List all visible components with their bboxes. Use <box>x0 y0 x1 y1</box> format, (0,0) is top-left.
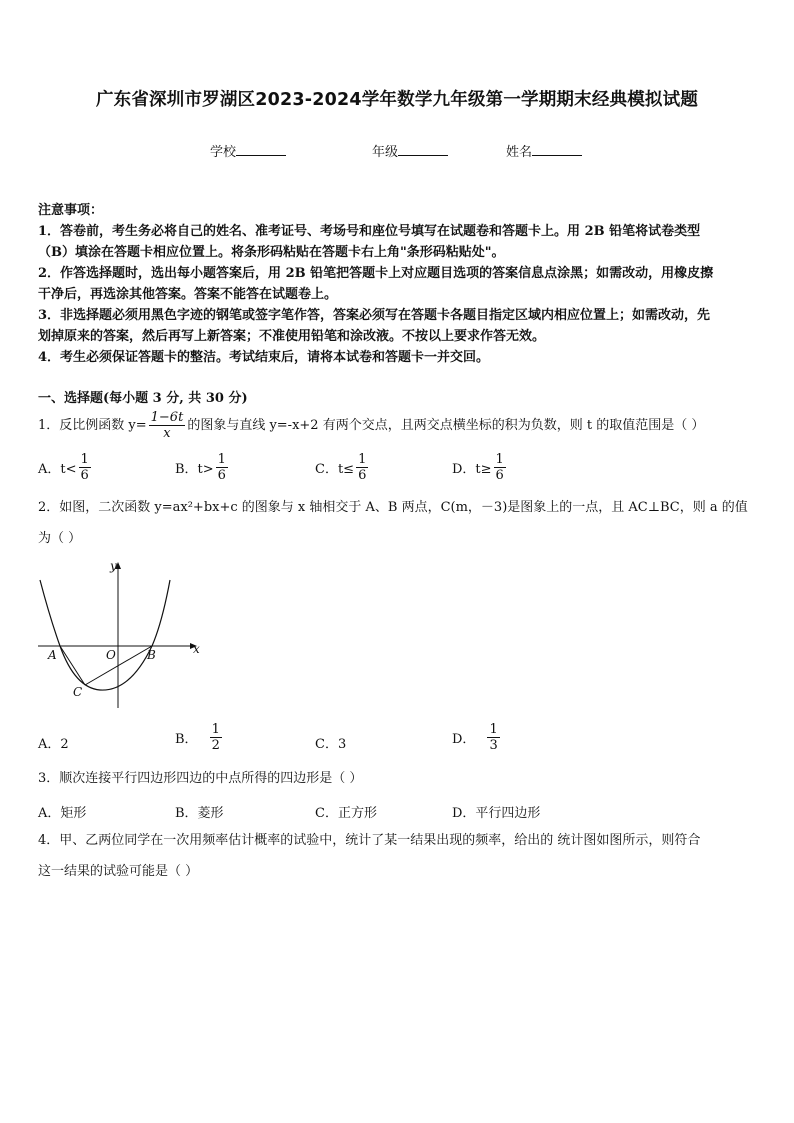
option-label: A．矩形 <box>38 806 87 821</box>
q1-prefix: 1．反比例函数 y= <box>38 417 147 433</box>
question-3: 3．顺次连接平行四边形四边的中点所得的四边形是（ ） <box>38 771 363 786</box>
q3-option-d[interactable] <box>452 802 540 821</box>
name-blank[interactable] <box>532 143 582 156</box>
student-info-row <box>0 141 794 161</box>
option-fraction <box>356 452 368 483</box>
note-line: 2．作答选择题时，选出每小题答案后，用 2B 铅笔把答题卡上对应题目选项的答案信息点涂黑；如需改动，用橡皮擦 <box>38 266 714 281</box>
question-4-line2: 这一结果的试验可能是（ ） <box>38 864 199 879</box>
origin-label: O <box>106 648 116 662</box>
option-label: C．正方形 <box>315 806 377 821</box>
frac-num: 1 <box>489 722 498 737</box>
q1-frac-num: 1−6t <box>150 410 184 425</box>
school-field[interactable] <box>210 141 286 160</box>
option-fraction <box>487 722 499 753</box>
q1-option-c[interactable] <box>315 452 370 483</box>
q3-option-a[interactable] <box>38 802 86 821</box>
option-fraction <box>216 452 228 483</box>
q2-option-b[interactable] <box>175 722 224 753</box>
q1-frac-den: x <box>163 426 171 441</box>
option-label: D． <box>452 732 476 747</box>
option-label: B． <box>175 732 198 747</box>
section-heading: 一、选择题(每小题 3 分, 共 30 分) <box>38 391 248 406</box>
option-fraction <box>494 452 506 483</box>
q1-fraction <box>149 410 186 441</box>
option-label: A．2 <box>38 737 69 752</box>
school-label: 学校 <box>210 145 237 160</box>
question-2-line1: 2．如图，二次函数 y=ax²+bx+c 的图象与 x 轴相交于 A、B 两点，C(m，－3)是图象上的一点，且 AC⊥BC，则 a 的值 <box>38 500 748 515</box>
q1-option-a[interactable] <box>38 452 93 483</box>
frac-num: 1 <box>80 452 89 467</box>
note-line: 4．考生必须保证答题卡的整洁。考试结束后，请将本试卷和答题卡一并交回。 <box>38 350 490 365</box>
y-axis-label: y <box>110 559 117 573</box>
segment-ac <box>60 646 85 685</box>
name-field[interactable] <box>506 141 582 160</box>
q3-option-b[interactable] <box>175 802 224 821</box>
frac-den: 2 <box>211 738 220 753</box>
note-line: 划掉原来的答案，然后再写上新答案；不准使用铅笔和涂改液。不按以上要求作答无效。 <box>38 329 546 344</box>
point-b-label: B <box>147 648 156 662</box>
question-2-line2: 为（ ） <box>38 531 82 546</box>
name-label: 姓名 <box>506 145 533 160</box>
grade-field[interactable] <box>372 141 448 160</box>
frac-num: 1 <box>358 452 367 467</box>
option-label: C．t≤ <box>315 462 355 477</box>
note-line: （B）填涂在答题卡相应位置上。将条形码粘贴在答题卡右上角"条形码粘贴处"。 <box>38 245 505 260</box>
option-label: C．3 <box>315 737 347 752</box>
option-fraction <box>210 722 222 753</box>
option-fraction <box>79 452 91 483</box>
school-blank[interactable] <box>236 143 286 156</box>
q1-suffix: 的图象与直线 y=-x+2 有两个交点，且两交点横坐标的积为负数，则 t 的取值范围是（ ） <box>187 417 705 433</box>
q1-option-d[interactable] <box>452 452 508 483</box>
frac-num: 1 <box>495 452 504 467</box>
frac-num: 1 <box>211 722 220 737</box>
notes-heading: 注意事项： <box>38 203 104 218</box>
frac-num: 1 <box>217 452 226 467</box>
question-1 <box>38 410 704 441</box>
q2-option-a[interactable] <box>38 733 69 752</box>
note-line: 1．答卷前，考生务必将自己的姓名、准考证号、考场号和座位号填写在试题卷和答题卡上。用 2B 铅笔将试卷类型 <box>38 224 701 239</box>
grade-blank[interactable] <box>398 143 448 156</box>
q2-parabola-figure <box>30 558 210 718</box>
option-label: D．t≥ <box>452 462 492 477</box>
q1-option-b[interactable] <box>175 452 230 483</box>
note-line: 3．非选择题必须用黑色字迹的钢笔或签字笔作答，答案必须写在答题卡各题目指定区域内相应位置上；如需改动，先 <box>38 308 711 323</box>
option-label: B．t> <box>175 462 214 477</box>
option-label: B．菱形 <box>175 806 224 821</box>
frac-den: 6 <box>495 468 504 483</box>
point-a-label: A <box>48 648 57 662</box>
grade-label: 年级 <box>372 145 399 160</box>
frac-den: 6 <box>217 468 226 483</box>
q2-option-c[interactable] <box>315 733 346 752</box>
x-axis-label: x <box>193 642 200 656</box>
page-title: 广东省深圳市罗湖区2023-2024学年数学九年级第一学期期末经典模拟试题 <box>95 90 699 110</box>
question-4-line1: 4．甲、乙两位同学在一次用频率估计概率的试验中，统计了某一结果出现的频率，给出的 统计图如图所示，则符合 <box>38 833 701 848</box>
q3-option-c[interactable] <box>315 802 377 821</box>
note-line: 干净后，再选涂其他答案。答案不能答在试题卷上。 <box>38 287 338 302</box>
q2-option-d[interactable] <box>452 722 502 753</box>
frac-den: 6 <box>358 468 367 483</box>
frac-den: 6 <box>80 468 89 483</box>
frac-den: 3 <box>489 738 498 753</box>
option-label: A．t< <box>38 462 77 477</box>
point-c-label: C <box>73 685 83 699</box>
option-label: D．平行四边形 <box>452 806 541 821</box>
